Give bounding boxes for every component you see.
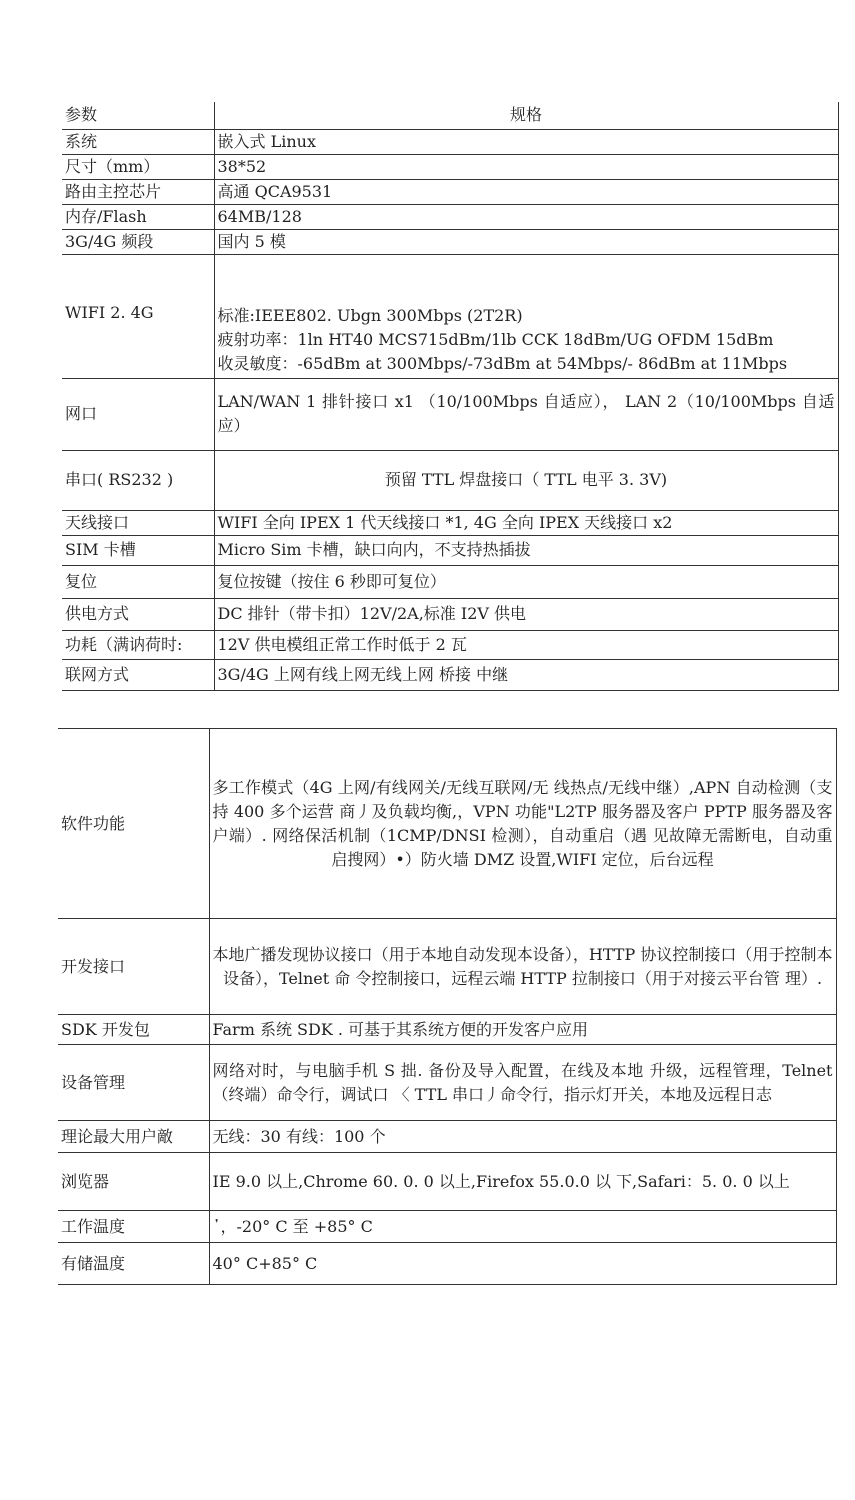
- row-label: WIFI 2. 4G: [62, 254, 214, 378]
- table-row: [58, 729, 836, 919]
- table-row: [62, 179, 838, 204]
- row-value: 高通 QCA9531: [214, 179, 838, 204]
- row-value: 无线：30 有线：100 个: [209, 1121, 836, 1153]
- row-label: 功耗（满讷荷时:: [62, 630, 214, 659]
- row-value: 预留 TTL 焊盘接口（ TTL 电平 3. 3V): [214, 450, 838, 510]
- row-label: 内存/Flash: [62, 204, 214, 229]
- row-value: 本地广播发现协议接口（用于本地自动发现本设备），HTTP 协议控制接口（用于控制本设备），Telnet 命 令控制接口，远程云端 HTTP 拉制接口（用于对接云平台管 理）.: [209, 919, 836, 1015]
- table-row: [62, 154, 838, 179]
- table-row: [62, 510, 838, 535]
- row-value: 12V 供电模组正常工作时低于 2 瓦: [214, 630, 838, 659]
- table-row: [62, 378, 838, 450]
- header-param: 参数: [62, 102, 214, 129]
- row-label: 开发接口: [58, 919, 209, 1015]
- row-label: 软件功能: [58, 729, 209, 919]
- header-spec: 规格: [214, 102, 838, 129]
- row-label: 设备管理: [58, 1045, 209, 1121]
- row-value: 国内 5 模: [214, 229, 838, 254]
- row-value: Micro Sim 卡槽，缺口向内，不支持热插拔: [214, 535, 838, 565]
- row-value: 多工作模式（4G 上网/有线网关/无线互联网/无 线热点/无线中继）,APN 自动检测（支持 400 多个运营 商丿及负载均衡,，VPN 功能"L2TP 服务器及客户 PPTP 服务器及客 户端）. 网络保活机制（1CMP/DNSI 检测），自动重启（遇 见故障无需断电，自动重启搜网）•）防火墙 DMZ 设置,WIFI 定位，后台远程: [209, 729, 836, 919]
- table-row: [62, 204, 838, 229]
- row-label: 串口( RS232 ): [62, 450, 214, 510]
- table-row: [62, 630, 838, 659]
- table-row: [62, 535, 838, 565]
- row-value: ᾿，-20° C 至 +85° C: [209, 1211, 836, 1243]
- table-header-row: [62, 102, 838, 129]
- row-label: 理论最大用户敵: [58, 1121, 209, 1153]
- table-row: [62, 450, 838, 510]
- hardware-spec-table: [62, 102, 839, 691]
- table-row: [58, 1153, 836, 1211]
- row-label: 复位: [62, 565, 214, 598]
- row-value: IE 9.0 以上,Chrome 60. 0. 0 以上,Firefox 55.0.0 以 下,Safari：5. 0. 0 以上: [209, 1153, 836, 1211]
- table-row: [58, 1045, 836, 1121]
- table-row: [58, 1015, 836, 1045]
- row-value: Farm 系统 SDK . 可基于其系统方便的开发客户应用: [209, 1015, 836, 1045]
- wifi-spec-cell: [214, 254, 838, 378]
- row-value: 40° C+85° C: [209, 1243, 836, 1285]
- row-label: 供电方式: [62, 598, 214, 630]
- table-row: [62, 129, 838, 154]
- table-row: [62, 229, 838, 254]
- row-label: 网口: [62, 378, 214, 450]
- row-value: 网络对时，与电脑手机 S 拙. 备份及导入配置，在线及本地 升级，远程管理，Telnet （终端）命令行，调试口 〈 TTL 串口丿命令行，指示灯开关，本地及远程日志: [209, 1045, 836, 1121]
- table-row: [58, 1243, 836, 1285]
- row-label: 联网方式: [62, 659, 214, 690]
- row-label: 有储温度: [58, 1243, 209, 1285]
- row-label: SIM 卡槽: [62, 535, 214, 565]
- row-label: 3G/4G 频段: [62, 229, 214, 254]
- row-value: LAN/WAN 1 排针接口 x1 （10/100Mbps 自适应）， LAN 2（10/100Mbps 自适应）: [214, 378, 838, 450]
- table-row: [58, 919, 836, 1015]
- wifi-tx-power: 疲射功率：1ln HT40 MCS715dBm/1lb CCK 18dBm/UG OFDM 15dBm: [217, 329, 774, 349]
- software-spec-table: [58, 728, 837, 1285]
- wifi-rx-sensitivity: 收灵敏度：-65dBm at 300Mbps/-73dBm at 54Mbps/- 86dBm at 11Mbps: [217, 353, 788, 373]
- row-value: 64MB/128: [214, 204, 838, 229]
- wifi-standard: 标准:IEEE802. Ubgn 300Mbps (2T2R): [217, 305, 523, 325]
- row-label: 系统: [62, 129, 214, 154]
- table-row: [62, 565, 838, 598]
- table-row: [62, 659, 838, 690]
- row-value: WIFI 全向 IPEX 1 代天线接口 *1, 4G 全向 IPEX 天线接口 x2: [214, 510, 838, 535]
- row-value: 复位按键（按住 6 秒即可复位）: [214, 565, 838, 598]
- row-label: 工作温度: [58, 1211, 209, 1243]
- table-row: [62, 598, 838, 630]
- row-value: 38*52: [214, 154, 838, 179]
- table-row: [58, 1211, 836, 1243]
- table-row: [58, 1121, 836, 1153]
- row-label: SDK 开发包: [58, 1015, 209, 1045]
- row-label: 浏览器: [58, 1153, 209, 1211]
- row-value: 嵌入式 Linux: [214, 129, 838, 154]
- row-value: DC 排针（带卡扣）12V/2A,标准 I2V 供电: [214, 598, 838, 630]
- table-row-wifi: [62, 254, 838, 378]
- row-label: 路由主控芯片: [62, 179, 214, 204]
- row-label: 尺寸（mm）: [62, 154, 214, 179]
- row-label: 天线接口: [62, 510, 214, 535]
- row-value: 3G/4G 上网有线上网无线上网 桥接 中继: [214, 659, 838, 690]
